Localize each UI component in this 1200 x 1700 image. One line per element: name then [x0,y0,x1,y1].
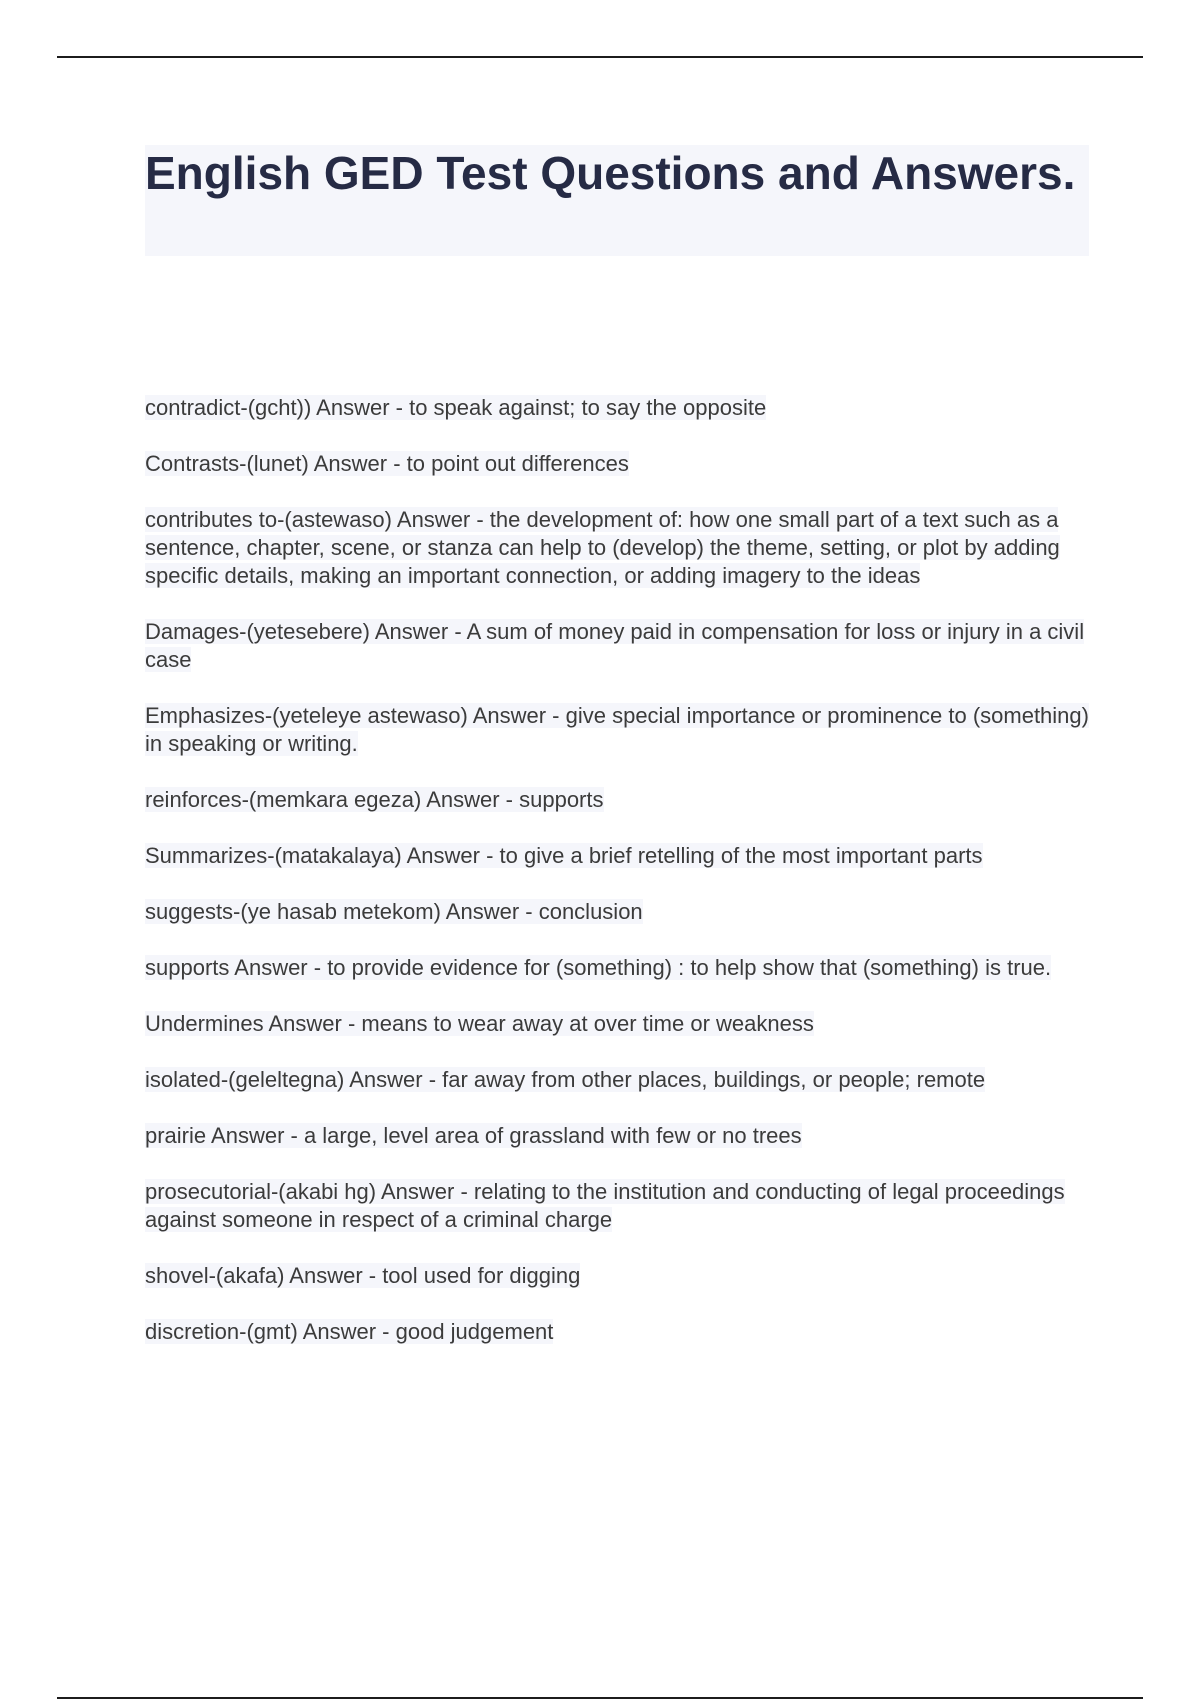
qa-entry [145,786,1095,814]
qa-entry [145,954,1095,982]
qa-list [145,394,1095,1374]
qa-entry [145,394,1095,422]
qa-entry [145,702,1095,758]
qa-entry-text: shovel-(akafa) Answer - tool used for digging [145,1263,581,1288]
qa-entry-text: contributes to-(astewaso) Answer - the development of: how one small part of a text such as a sentence, chapter, scene, or stanza can help to (develop) the theme, setting, or plot by adding specific details, making an important connection, or adding imagery to the ideas [145,507,1060,588]
qa-entry-text: Undermines Answer - means to wear away at over time or weakness [145,1011,814,1036]
qa-entry [145,618,1095,674]
qa-entry [145,1010,1095,1038]
qa-entry [145,842,1095,870]
qa-entry-text: isolated-(geleltegna) Answer - far away from other places, buildings, or people; remote [145,1067,986,1092]
qa-entry-text: contradict-(gcht)) Answer - to speak against; to say the opposite [145,395,767,420]
qa-entry [145,1262,1095,1290]
qa-entry-text: supports Answer - to provide evidence for (something) : to help show that (something) is true. [145,955,1052,980]
qa-entry-text: Contrasts-(lunet) Answer - to point out differences [145,451,629,476]
page-title: English GED Test Questions and Answers. [145,147,1076,199]
qa-entry [145,1178,1095,1234]
qa-entry-text: Emphasizes-(yeteleye astewaso) Answer - give special importance or prominence to (something) in speaking or writing. [145,703,1089,756]
qa-entry-text: suggests-(ye hasab metekom) Answer - conclusion [145,899,643,924]
qa-entry-text: Damages-(yetesebere) Answer - A sum of money paid in compensation for loss or injury in a civil case [145,619,1085,672]
qa-entry-text: prairie Answer - a large, level area of grassland with few or no trees [145,1123,802,1148]
qa-entry-text: discretion-(gmt) Answer - good judgement [145,1319,554,1344]
qa-entry-text: Summarizes-(matakalaya) Answer - to give a brief retelling of the most important parts [145,843,983,868]
qa-entry [145,1122,1095,1150]
qa-entry [145,898,1095,926]
qa-entry-text: reinforces-(memkara egeza) Answer - supports [145,787,604,812]
qa-entry [145,506,1095,590]
bottom-divider [57,1697,1143,1699]
qa-entry [145,1066,1095,1094]
qa-entry [145,450,1095,478]
qa-entry-text: prosecutorial-(akabi hg) Answer - relating to the institution and conducting of legal proceedings against someone in respect of a criminal charge [145,1179,1065,1232]
title-block [145,145,1089,256]
top-divider [57,56,1143,58]
qa-entry [145,1318,1095,1346]
